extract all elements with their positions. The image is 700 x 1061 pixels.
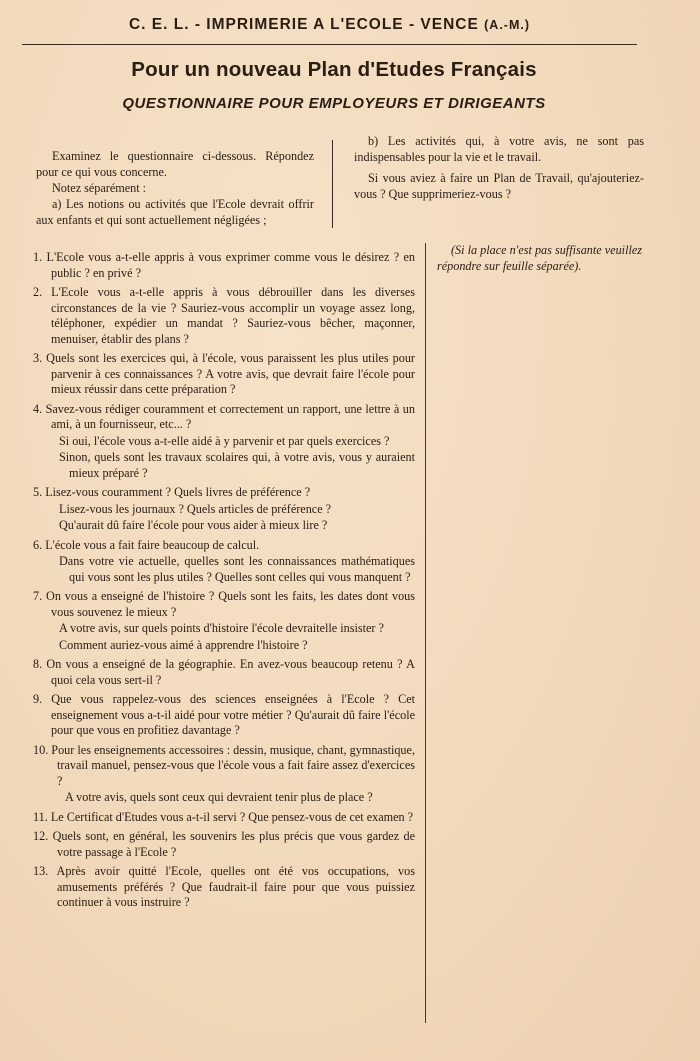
question-subpart: Lisez-vous les journaux ? Quels articles de préférence ? [59,501,332,516]
header-text: C. E. L. - IMPRIMERIE A L'ECOLE - VENCE [128,16,479,33]
intro-paragraph: Notez séparément : [52,181,147,195]
question-text: 2. L'Ecole vous a-t-elle appris à vous débrouiller dans les diverses circonstances de la vie ? Sauriez-vous accomplir un voyage assez long, téléphoner, expédier un mandat ? Sauriez-vous bêcher, maçonner, menuiser, établir des plans ? [33,285,415,346]
question-subpart: A votre avis, sur quels points d'histoire l'école devraitelle insister ? [59,621,384,635]
question-item [33,351,415,398]
header-department: (A.-M.) [484,18,531,32]
question-item [33,538,415,586]
question-subpart: Dans votre vie actuelle, quelles sont les connaissances mathématiques qui vous sont les plus utiles ? Quelles sont celles qui vous manquent ? [59,554,415,584]
question-item [33,485,415,534]
question-item [33,250,415,281]
question-item [33,692,415,739]
intro-paragraph: a) Les notions ou activités que l'Ecole devrait offrir aux enfants et qui sont actuellement négligées ; [36,197,314,227]
question-subpart: Qu'aurait dû faire l'école pour vous aider à mieux lire ? [59,518,328,532]
question-subpart: Sinon, quels sont les travaux scolaires qui, à votre avis, vous y auraient mieux préparé ? [59,450,415,480]
intro-paragraph: b) Les activités qui, à votre avis, ne sont pas indispensables pour la vie et le travail. [354,134,644,164]
question-item [33,589,415,653]
page-subtitle: QUESTIONNAIRE POUR EMPLOYEURS ET DIRIGEANTS [122,95,546,112]
question-text: 11. Le Certificat d'Etudes vous a-t-il servi ? Que pensez-vous de cet examen ? [33,809,414,824]
intro-left-column [36,148,314,228]
question-text: 3. Quels sont les exercices qui, à l'école, vous paraissent les plus utiles pour parvenir à ces connaissances ? A votre avis, que devrait faire l'école pour mieux réussir dans cette préparation ? [33,351,415,396]
question-list [33,250,415,915]
page-title: Pour un nouveau Plan d'Etudes Français [131,58,537,81]
question-subpart: A votre avis, quels sont ceux qui devraient tenir plus de place ? [65,790,373,804]
question-text: 13. Après avoir quitté l'Ecole, quelles ont été vos occupations, vos amusements préférés ? Que faudrait-il faire pour que vous puissiez continuer à vous instruire ? [33,864,415,909]
question-subpart: Comment auriez-vous aimé à apprendre l'histoire ? [59,637,308,652]
question-item [33,657,415,688]
question-text: 10. Pour les enseignements accessoires : dessin, musique, chant, gymnastique, travail manuel, pensez-vous que l'école vous a fait faire assez d'exercices ? [33,742,415,788]
question-item [33,402,415,482]
question-item [33,810,415,826]
question-text: 7. On vous a enseigné de l'histoire ? Quels sont les faits, les dates dont vous vous souvenez le mieux ? [33,589,415,619]
question-item [33,864,415,911]
question-text: 4. Savez-vous rédiger couramment et correctement un rapport, une lettre à un ami, à un fournisseur, etc... ? [33,401,415,431]
question-text: 8. On vous a enseigné de la géographie. En avez-vous beaucoup retenu ? A quoi cela vous sert-il ? [33,657,415,687]
column-divider [332,140,333,228]
side-note: (Si la place n'est pas suffisante veuillez répondre sur feuille séparée). [437,243,642,273]
question-text: 9. Que vous rappelez-vous des sciences enseignées à l'Ecole ? Cet enseignement vous a-t-il aidé pour votre métier ? Qu'aurait dû faire l'école pour que vous en profitiez davantage ? [33,692,415,737]
question-text: 5. Lisez-vous couramment ? Quels livres de préférence ? [33,485,311,499]
question-text: 12. Quels sont, en général, les souvenirs les plus précis que vous gardez de votre passage à l'Ecole ? [33,829,415,859]
question-text: 6. L'école vous a fait faire beaucoup de calcul. [33,537,260,552]
answer-column-divider [425,243,426,1023]
intro-paragraph: Examinez le questionnaire ci-dessous. Répondez pour ce qui vous concerne. [36,149,314,179]
question-item [33,829,415,860]
page-header [22,6,637,45]
question-item [33,285,415,347]
intro-right-column [354,133,644,207]
question-item [33,743,415,806]
question-subpart: Si oui, l'école vous a-t-elle aidé à y parvenir et par quels exercices ? [59,433,390,448]
intro-paragraph: Si vous aviez à faire un Plan de Travail, qu'ajouteriez-vous ? Que supprimeriez-vous ? [354,171,644,201]
question-text: 1. L'Ecole vous a-t-elle appris à vous exprimer comme vous le désirez ? en public ? en privé ? [33,250,415,280]
